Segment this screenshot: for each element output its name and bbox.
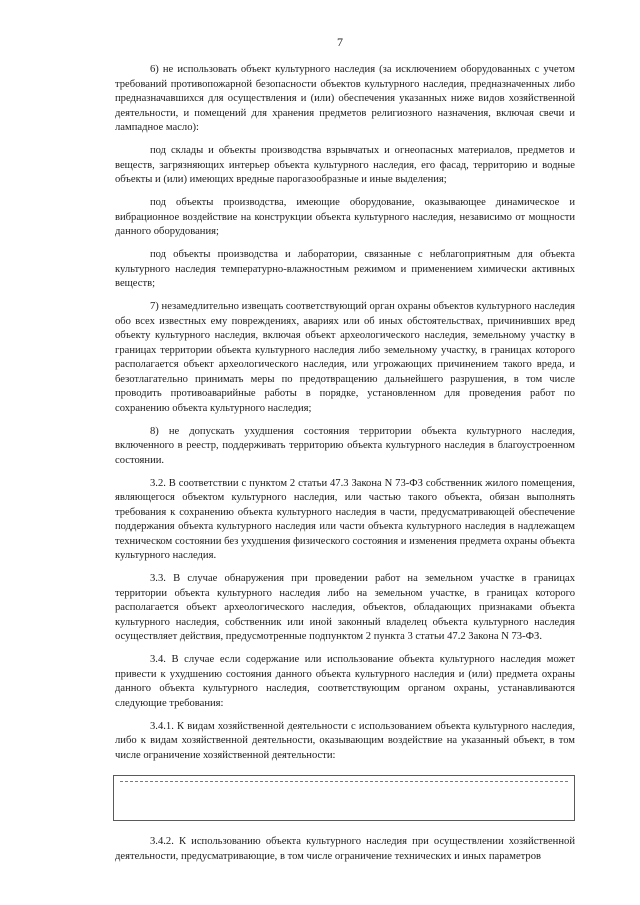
document-body [115,63,575,873]
blank-requirements-field [113,775,575,821]
clause-7-notify-authority: 7) незамедлительно извещать соответствующий орган охраны объектов культурного наследия обо всех известных ему повреждениях, авариях или об иных обстоятельствах, причинивших вред объекту культурного наследия, включая объект археологического наследия, земельному участку в границах территории объекта культурного наследия либо земельному участку, в границах которого располагается объект археологического наследия, или угрожающих причинением такого вреда, и безотлагательно принимать меры по предотвращению дальнейшего разрушения, в том числе проводить противоаварийные работы в порядке, установленном для проведения работ по сохранению объекта культурного наследия; [115,301,575,414]
sub-item-laboratories: под объекты производства и лаборатории, связанные с неблагоприятным для объекта культурного наследия температурно-влажностным режимом и применением химически активных веществ; [115,249,575,289]
clause-6-prohibited-use: 6) не использовать объект культурного наследия (за исключением оборудованных с учетом требований противопожарной безопасности объектов культурного наследия, предназначенных либо предназначавшихся для осуществления и (или) обеспечения указанных ниже видов хозяйственной деятельности, и помещений для хранения предметов религиозного назначения, включая свечи и лампадное масло): [115,64,575,133]
section-3-2: 3.2. В соответствии с пунктом 2 статьи 47.3 Закона N 73-ФЗ собственник жилого помещения, являющегося объектом культурного наследия, или частью такого объекта, обязан выполнять требования к сохранению объекта культурного наследия в части, предусматривающей обеспечение поддержания объекта культурного наследия или части объекта культурного наследия в надлежащем техническом состоянии без ухудшения физического состояния и изменения предмета охраны объекта культурного наследия. [115,477,575,561]
section-3-4-1: 3.4.1. К видам хозяйственной деятельности с использованием объекта культурного наследия, либо к видам хозяйственной деятельности, оказывающим воздействие на указанный объект, в том числе ограничение хозяйственной деятельности: [115,720,575,761]
field-dashed-line [120,781,568,782]
section-3-4-2: 3.4.2. К использованию объекта культурного наследия при осуществлении хозяйственной деятельности, предусматривающие, в том числе ограничение технических и иных параметров [115,836,575,862]
section-3-3: 3.3. В случае обнаружения при проведении работ на земельном участке в границах территории объекта культурного наследия либо на земельном участке, в границах которого располагается объект археологического наследия, объектов, обладающих признаками объекта культурного наследия, собственник или иной законный владелец объекта культурного наследия осуществляет действия, предусмотренные подпунктом 2 пункта 3 статьи 47.2 Закона N 73-ФЗ. [115,573,575,642]
sub-item-vibration-equipment: под объекты производства, имеющие оборудование, оказывающее динамическое и вибрационное воздействие на конструкции объекта культурного наследия, независимо от мощности данного оборудования; [115,197,575,237]
sub-item-warehouses-explosives: под склады и объекты производства взрывчатых и огнеопасных материалов, предметов и веществ, загрязняющих интерьер объекта культурного наследия, его фасад, территорию и водные объекты и (или) имеющих вредные парогазообразные и иные выделения; [115,145,575,185]
section-3-4: 3.4. В случае если содержание или использование объекта культурного наследия может привести к ухудшению состояния данного объекта культурного наследия и (или) предмета охраны данного объекта культурного наследия, соответствующим органом охраны, устанавливаются следующие требования: [115,654,575,709]
clause-8-territory-maintenance: 8) не допускать ухудшения состояния территории объекта культурного наследия, включенного в реестр, поддерживать территорию объекта культурного наследия в благоустроенном состоянии. [115,425,575,466]
page-number: 7 [337,35,343,49]
